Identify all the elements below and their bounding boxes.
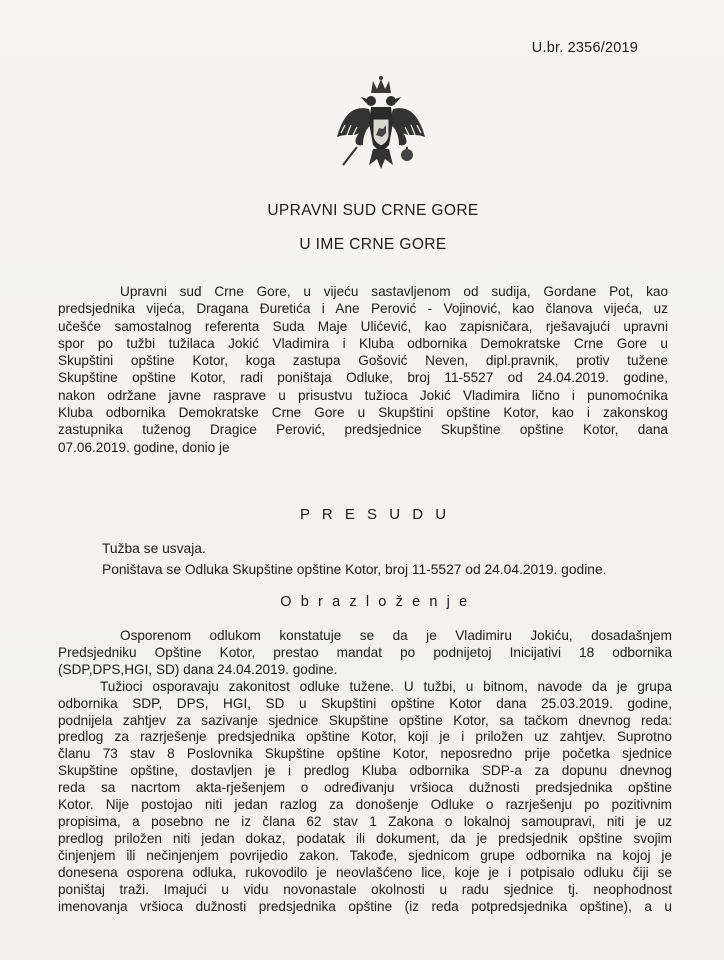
body-line: Osporenom odlukom konstatuje se da je Vladimiru Jokiću, dosadašnjem [120, 628, 672, 643]
intro-line: učešće samostalnog referenta Suda Maje Ulićević, kao zapisničara, rješavajući upravni [58, 318, 668, 334]
verdict-line: Poništava se Odluka Skupštine opštine Kotor, broj 11-5527 od 24.04.2019. godine. [102, 562, 607, 577]
court-name: UPRAVNI SUD CRNE GORE [267, 202, 479, 219]
case-number: U.br. 2356/2019 [531, 40, 638, 56]
body-line: članu 73 stav 8 Poslovnika Skupštine opštine Kotor, neposredno prije početka sjednice [58, 746, 672, 762]
body-line: imenovanja vršioca dužnosti predsjednika opštine (iz reda potpredsjednika opštine), a u [58, 898, 672, 914]
intro-line: 07.06.2019. godine, donio je [58, 439, 230, 455]
intro-paragraph [58, 283, 668, 456]
intro-line: predsjednika vijeća, Dragana Đuretića i Ane Perović - Vojinović, kao članova vijeća, uz [58, 301, 668, 317]
body-line: propisima, a posebno ne iz člana 62 stav 1 Zakona o lokalnoj samoupravi, niti je uz [58, 813, 672, 829]
intro-line: Upravni sud Crne Gore, u vijeću sastavljenom od sudija, Gordane Pot, kao [120, 284, 668, 299]
intro-line: Skupštine opštine Kotor, radi poništaja Odluke, broj 11-5527 od 24.04.2019. godine, [58, 370, 668, 386]
coat-of-arms-icon [333, 75, 429, 175]
verdict-text [102, 538, 606, 580]
body-line: odbornika SDP, DPS, HGI, SD u Skupštini opštine Kotor dana 25.03.2019. godine, [58, 695, 672, 711]
body-line: poništaj traži. Imajući u vidu novonastale okolnosti u radu sjednice tj. neophodnost [58, 881, 672, 897]
verdict-heading: P R E S U D U [299, 506, 451, 523]
body-line: (SDP,DPS,HGI, SD) dana 24.04.2019. godine. [58, 661, 338, 677]
body-line: reda sa nacrtom akta-rješenjem o određivanju vršioca dužnosti predsjednika opštine [58, 780, 672, 796]
reasoning-body [58, 628, 672, 915]
body-line: Predsjedniku Opštine Kotor, prestao mandat po podnijetoj Inicijativi 18 odbornika [58, 644, 672, 660]
body-line: podnijela zahtjev za sazivanje sjednice Skupštine opštine Kotor, sa tačkom dnevnog reda: [58, 712, 672, 728]
intro-line: Skupštini opštine Kotor, koga zastupa Gošović Neven, dipl.pravnik, protiv tužene [58, 353, 668, 369]
body-line: predlog za razrješenje predsjednika opštine Kotor, koji je i priložen uz zahtjev. Suprotno [58, 729, 672, 745]
body-line: činjenjem ili nečinjenjem povrijedio zakon. Takođe, sjednicom grupe odbornika na kojoj je [58, 847, 672, 863]
body-line: Kotor. Nije postojao niti jedan razlog za donošenje Odluke o razrješenju po pozitivnim [58, 797, 672, 813]
body-line: donesena osporena odluka, rukovodilo je neovlašćeno lice, koje je i potpisalo odluku čiji se [58, 864, 672, 880]
intro-line: zastupnika tuženog Dragice Perović, predsjednice Skupštine opštine Kotor, dana [58, 422, 668, 438]
body-line: Skupštine opštine, dostavljen je i predlog Kluba odbornika SDP-a za dopunu dnevnog [58, 763, 672, 779]
reasoning-heading: O b r a z l o ž e n j e [280, 594, 470, 610]
body-line: predlog priložen niti jedan dokaz, podatak ili dokument, da je predsjednik opštine svojim [58, 830, 672, 846]
verdict-line: Tužba se usvaja. [102, 541, 206, 556]
body-line: Tužioci osporavaju zakonitost odluke tužene. U tužbi, u bitnom, navode da je grupa [100, 678, 672, 694]
intro-line: Kluba odbornika Demokratske Crne Gore u Skupštini opštine Kotor, kao i zakonskog [58, 405, 668, 421]
in-the-name-of: U IME CRNE GORE [299, 236, 447, 253]
intro-line: spor po tužbi tužilaca Jokić Vladimira i Kluba odbornika Demokratske Crne Gore u [58, 335, 668, 351]
intro-line: nakon održane javne rasprave u prisustvu tužioca Jokić Vladimira lično i punomoćnika [58, 387, 668, 403]
